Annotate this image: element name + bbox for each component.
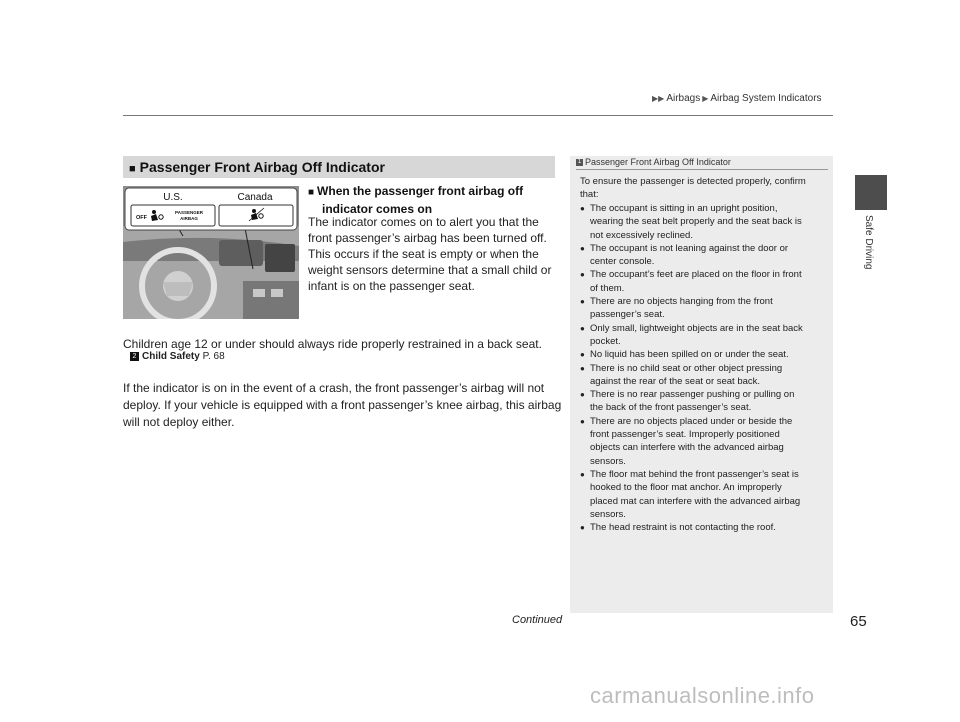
note-checklist xyxy=(580,202,830,534)
cross-reference-icon: 2 xyxy=(130,352,139,361)
continued-label: Continued xyxy=(512,614,563,626)
subheading-square-icon: ■ xyxy=(308,187,315,198)
note-intro-line: To ensure the passenger is detected properly, confirm xyxy=(580,176,806,187)
note-list-item xyxy=(580,202,830,242)
note-list-item xyxy=(580,295,830,322)
breadcrumb-item[interactable]: Airbag System Indicators xyxy=(710,93,822,104)
body-line: weight sensors determine that a small child or xyxy=(308,263,552,277)
dashboard-drawing xyxy=(123,186,299,319)
heading-square-icon: ■ xyxy=(129,163,136,175)
indicator-description xyxy=(308,214,560,294)
note-list-item xyxy=(580,362,830,389)
body-line: will not deploy either. xyxy=(123,415,235,429)
note-line: sensors. xyxy=(590,455,626,467)
subheading xyxy=(308,183,558,217)
note-intro-line: that: xyxy=(580,188,599,200)
header-divider xyxy=(123,115,833,116)
note-number-icon: 1 xyxy=(577,159,582,166)
note-line: the back of the front passenger’s seat. xyxy=(590,402,752,414)
cross-reference-label: Child Safety xyxy=(142,351,200,362)
dashboard-illustration xyxy=(123,186,299,319)
note-title xyxy=(576,157,731,167)
body-line: front passenger’s airbag has been turned off. xyxy=(308,231,547,245)
chapter-tab-label: Safe Driving xyxy=(863,215,874,270)
note-line: center console. xyxy=(590,256,655,268)
body-line: If the indicator is on in the event of a crash, the front passenger’s airbag will not xyxy=(123,381,545,395)
note-intro xyxy=(580,176,830,201)
note-line: ● The occupant is not leaning against the door or xyxy=(590,242,789,254)
watermark: carmanualsonline.info xyxy=(590,683,815,708)
note-list-item xyxy=(580,468,830,521)
us-indicator-line-2: AIRBAG xyxy=(180,216,198,221)
note-line: ● The occupant’s feet are placed on the floor in front xyxy=(590,269,802,281)
breadcrumb-arrow-icon: ▶ xyxy=(702,94,709,103)
note-list-item xyxy=(580,388,830,415)
breadcrumb xyxy=(650,93,822,104)
note-line: ● There is no rear passenger pushing or pulling on xyxy=(590,389,795,401)
breadcrumb-item[interactable]: Airbags xyxy=(666,93,701,104)
body-line: The indicator comes on to alert you that the xyxy=(308,215,539,229)
note-line: ● No liquid has been spilled on or under the seat. xyxy=(590,349,789,361)
subheading-line: When the passenger front airbag off xyxy=(317,184,524,198)
note-line: ● There is no child seat or other object pressing xyxy=(590,362,783,374)
note-list-item xyxy=(580,415,830,468)
children-warning-text: Children age 12 or under should always ride properly restrained in a back seat. xyxy=(123,337,542,351)
note-divider xyxy=(576,169,828,170)
note-title-text: Passenger Front Airbag Off Indicator xyxy=(585,157,731,167)
note-line: against the rear of the seat or seat back. xyxy=(590,375,761,387)
section-heading-text: Passenger Front Airbag Off Indicator xyxy=(139,159,385,175)
note-line: ● There are no objects hanging from the front xyxy=(590,296,773,308)
body-line: infant is on the passenger seat. xyxy=(308,279,475,293)
image-label-us: U.S. xyxy=(163,192,183,203)
note-line: of them. xyxy=(590,282,625,294)
note-line: ● There are no objects placed under or beside the xyxy=(590,415,793,427)
section-heading xyxy=(123,156,555,178)
note-line: ● The floor mat behind the front passenger’s seat is xyxy=(590,468,799,480)
chapter-tab-marker xyxy=(855,175,887,210)
crash-paragraph xyxy=(123,380,563,431)
note-line: sensors. xyxy=(590,508,626,520)
body-line: deploy. If your vehicle is equipped with a front passenger’s knee airbag, this airbag xyxy=(123,398,562,412)
us-indicator-line-1: PASSENGER xyxy=(175,210,203,215)
us-indicator-off-text: OFF xyxy=(136,215,147,221)
note-line: wearing the seat belt properly and the seat back is xyxy=(590,216,802,228)
note-line: ● The occupant is sitting in an upright position, xyxy=(590,203,778,214)
note-list-item xyxy=(580,268,830,295)
note-line: pocket. xyxy=(590,335,621,347)
note-list-item xyxy=(580,322,830,349)
note-line: ● The head restraint is not contacting the roof. xyxy=(590,522,776,534)
page-number: 65 xyxy=(850,613,867,630)
note-list-item xyxy=(580,521,830,534)
note-line: not excessively reclined. xyxy=(590,229,693,241)
cross-reference-link[interactable] xyxy=(130,351,225,362)
note-line: front passenger’s seat. Improperly positioned xyxy=(590,429,780,441)
note-line: hooked to the floor mat anchor. An improperly xyxy=(590,482,782,494)
note-line: placed mat can interfere with the advanced airbag xyxy=(590,495,801,507)
cross-reference-page: P. 68 xyxy=(202,351,225,362)
breadcrumb-arrow-icon: ▶▶ xyxy=(652,94,665,103)
note-list-item xyxy=(580,348,830,361)
note-list-item xyxy=(580,242,830,269)
subheading-line: indicator comes on xyxy=(322,202,433,216)
note-line: passenger’s seat. xyxy=(590,309,665,321)
body-line: This occurs if the seat is empty or when the xyxy=(308,247,539,261)
image-label-canada: Canada xyxy=(237,192,273,203)
note-line: objects can interfere with the advanced airbag xyxy=(590,442,784,454)
note-line: ● Only small, lightweight objects are in the seat back xyxy=(590,322,803,334)
